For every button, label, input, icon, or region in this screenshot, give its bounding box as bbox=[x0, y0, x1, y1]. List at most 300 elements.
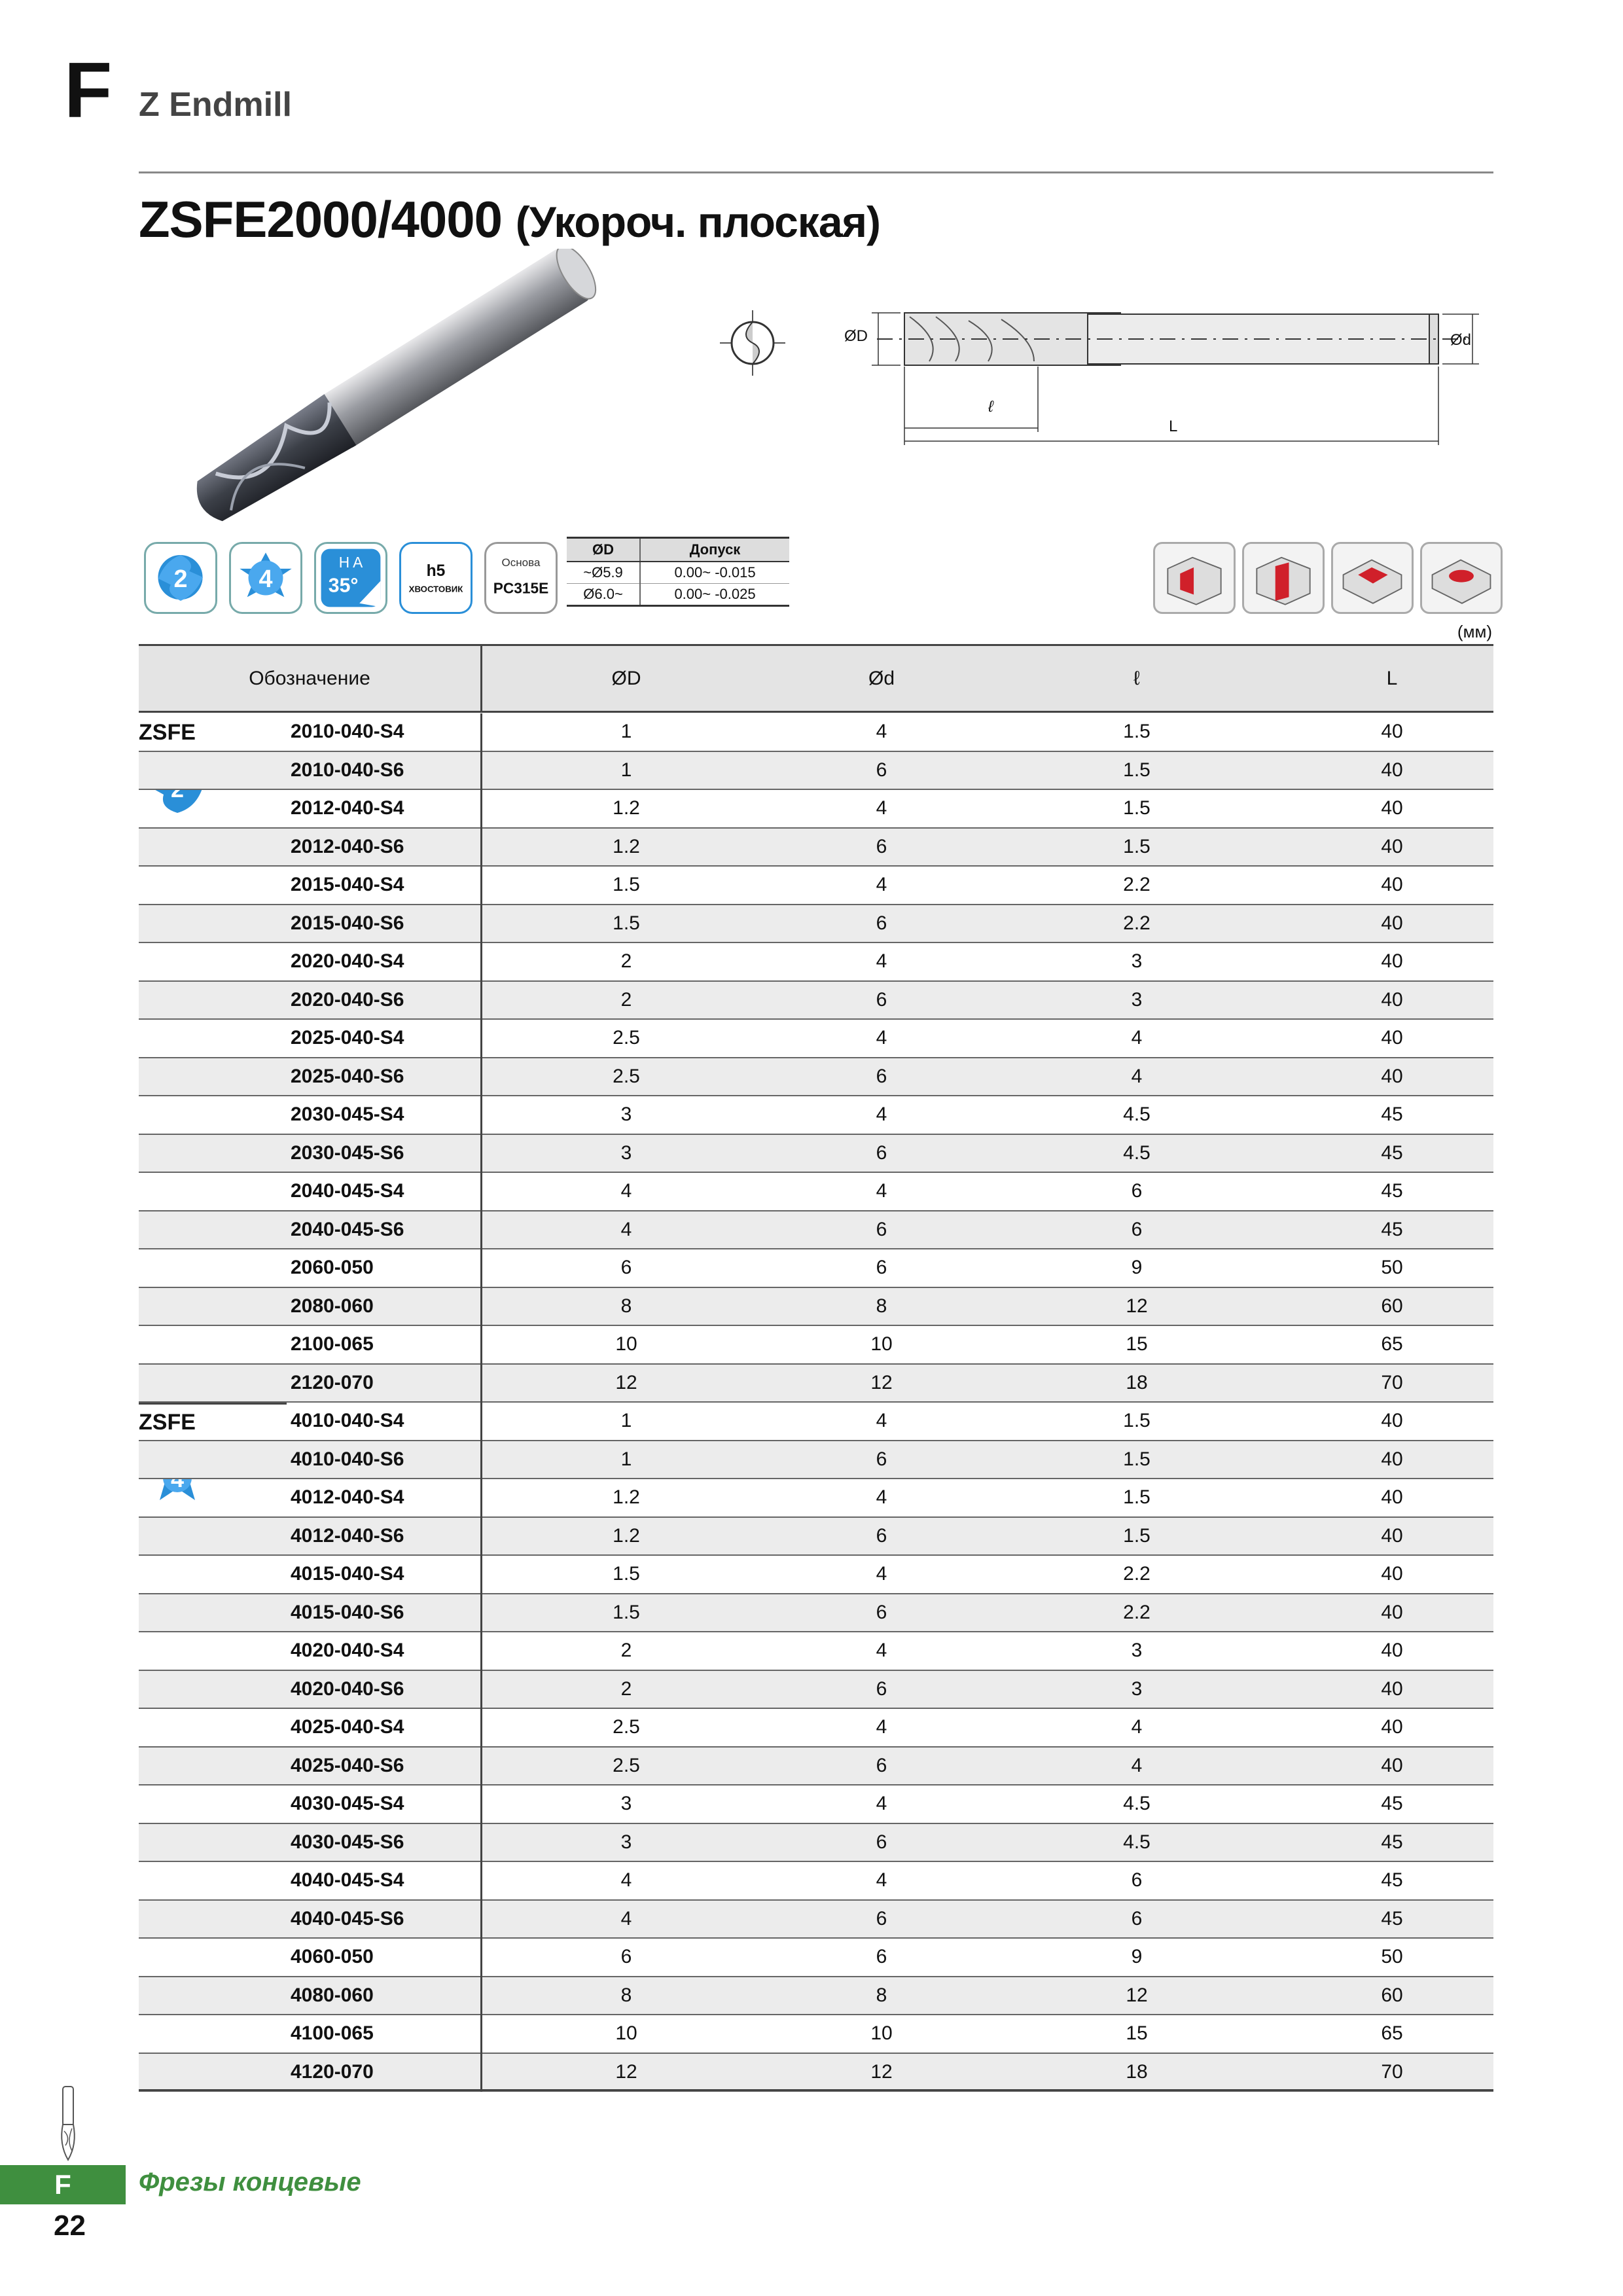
tolerance-cell: ~Ø5.9 bbox=[567, 562, 640, 584]
helix-label: H A bbox=[338, 553, 363, 571]
flute-length-cell: 1.5 bbox=[1123, 1410, 1150, 1431]
D-cell: 3 bbox=[620, 1141, 632, 1164]
designation-cell: 4015-040-S4 bbox=[291, 1563, 404, 1585]
L-cell: 45 bbox=[1381, 1907, 1403, 1929]
helix-angle-value: 35° bbox=[328, 575, 359, 597]
d-cell: 4 bbox=[876, 1869, 887, 1891]
tolerance-table bbox=[567, 537, 789, 607]
column-divider bbox=[480, 1556, 482, 1594]
column-divider bbox=[480, 905, 482, 944]
column-divider bbox=[480, 1173, 482, 1211]
L-cell: 40 bbox=[1381, 1448, 1403, 1470]
column-divider bbox=[480, 1901, 482, 1939]
D-cell: 1 bbox=[620, 721, 632, 742]
designation-cell: 2025-040-S4 bbox=[291, 1027, 404, 1049]
designation-cell: 2015-040-S6 bbox=[291, 912, 404, 934]
flute-length-cell: 12 bbox=[1126, 1984, 1148, 2006]
column-divider bbox=[480, 943, 482, 982]
designation-cell: 2020-040-S6 bbox=[291, 988, 404, 1011]
table-row bbox=[139, 1939, 1493, 1977]
flute-length-cell: 12 bbox=[1126, 1295, 1148, 1317]
tolerance-cell: Ø6.0~ bbox=[567, 584, 640, 606]
endmill-photo bbox=[151, 249, 635, 524]
base-grade: PC315E bbox=[493, 579, 549, 597]
D-cell: 1.5 bbox=[613, 912, 640, 934]
D-cell: 1.5 bbox=[613, 1601, 640, 1623]
flute-length-cell: 15 bbox=[1126, 2022, 1148, 2044]
d-cell: 4 bbox=[876, 1563, 887, 1585]
tolerance-header: Допуск bbox=[640, 538, 789, 562]
designation-cell: 2030-045-S6 bbox=[291, 1141, 404, 1164]
table-row bbox=[139, 1441, 1493, 1480]
shoulder-milling-icon bbox=[1153, 542, 1236, 614]
D-cell: 1.5 bbox=[613, 874, 640, 895]
column-divider bbox=[480, 982, 482, 1020]
flute-length-cell: 1.5 bbox=[1123, 835, 1150, 857]
d-cell: 6 bbox=[876, 1257, 887, 1278]
column-divider bbox=[480, 1058, 482, 1097]
flute-length-cell: 4 bbox=[1131, 1716, 1143, 1738]
L-cell: 60 bbox=[1381, 1984, 1403, 2006]
designation-cell: 4020-040-S6 bbox=[291, 1677, 404, 1700]
designation-cell: 4010-040-S6 bbox=[291, 1448, 404, 1470]
table-row bbox=[139, 1096, 1493, 1135]
d-cell: 6 bbox=[876, 912, 887, 934]
D-cell: 6 bbox=[620, 1257, 632, 1278]
flute-length-cell: 15 bbox=[1126, 1333, 1148, 1355]
header-flute-length: ℓ bbox=[1133, 668, 1140, 689]
d-cell: 6 bbox=[876, 1601, 887, 1623]
D-cell: 12 bbox=[615, 1371, 637, 1393]
L-cell: 40 bbox=[1381, 1601, 1403, 1623]
tolerance-header-row bbox=[567, 538, 789, 562]
flute-length-cell: 1.5 bbox=[1123, 1448, 1150, 1470]
table-row bbox=[139, 1518, 1493, 1556]
L-cell: 50 bbox=[1381, 1257, 1403, 1278]
flute-length-cell: 3 bbox=[1131, 1640, 1143, 1661]
column-divider bbox=[480, 1326, 482, 1365]
designation-cell: 2012-040-S6 bbox=[291, 835, 404, 857]
column-divider bbox=[480, 1403, 482, 1441]
L-cell: 45 bbox=[1381, 1793, 1403, 1814]
flute-length-cell: 1.5 bbox=[1123, 797, 1150, 819]
designation-cell: 2010-040-S6 bbox=[291, 759, 404, 781]
footer-category: Фрезы концевые bbox=[139, 2168, 361, 2197]
header-designation: Обозначение bbox=[249, 668, 370, 689]
L-cell: 40 bbox=[1381, 1524, 1403, 1547]
column-divider bbox=[480, 1135, 482, 1174]
flute-length-cell: 4 bbox=[1131, 1065, 1143, 1087]
column-divider bbox=[480, 1479, 482, 1518]
L-cell: 40 bbox=[1381, 1640, 1403, 1661]
table-row bbox=[139, 943, 1493, 982]
header-D: ØD bbox=[611, 668, 641, 689]
flute-length-cell: 4 bbox=[1131, 1754, 1143, 1776]
D-cell: 2.5 bbox=[613, 1716, 640, 1738]
table-row bbox=[139, 1748, 1493, 1786]
unit-label: (мм) bbox=[1457, 622, 1492, 641]
D-cell: 1.5 bbox=[613, 1563, 640, 1585]
d-cell: 4 bbox=[876, 1410, 887, 1431]
column-divider bbox=[480, 752, 482, 791]
L-cell: 45 bbox=[1381, 1869, 1403, 1891]
L-cell: 40 bbox=[1381, 912, 1403, 934]
L-cell: 40 bbox=[1381, 1486, 1403, 1508]
designation-cell: 4015-040-S6 bbox=[291, 1601, 404, 1623]
D-cell: 1 bbox=[620, 1410, 632, 1431]
column-divider bbox=[480, 1020, 482, 1058]
L-cell: 40 bbox=[1381, 874, 1403, 895]
designation-cell: 4010-040-S4 bbox=[291, 1410, 404, 1431]
table-bottom-rule bbox=[139, 2089, 1493, 2091]
designation-cell: 2010-040-S4 bbox=[291, 721, 404, 742]
d-cell: 4 bbox=[876, 950, 887, 972]
flute-length-cell: 3 bbox=[1131, 988, 1143, 1011]
L-cell: 65 bbox=[1381, 1333, 1403, 1355]
d-cell: 6 bbox=[876, 1524, 887, 1547]
technical-drawing bbox=[838, 301, 1492, 452]
table-row bbox=[139, 1977, 1493, 2016]
D-cell: 12 bbox=[615, 2060, 637, 2083]
d-cell: 6 bbox=[876, 835, 887, 857]
two-flute-icon bbox=[146, 544, 215, 612]
tolerance-cell: 0.00~ -0.015 bbox=[640, 562, 789, 584]
L-cell: 40 bbox=[1381, 1065, 1403, 1087]
d-cell: 6 bbox=[876, 1141, 887, 1164]
flute-length-cell: 6 bbox=[1131, 1869, 1143, 1891]
d-cell: 4 bbox=[876, 874, 887, 895]
d-cell: 6 bbox=[876, 988, 887, 1011]
D-cell: 1.2 bbox=[613, 797, 640, 819]
designation-cell: 2060-050 bbox=[291, 1257, 374, 1278]
column-divider bbox=[480, 1441, 482, 1480]
column-divider bbox=[480, 1096, 482, 1135]
shank-icon bbox=[401, 544, 471, 612]
D-cell: 2.5 bbox=[613, 1754, 640, 1776]
L-cell: 45 bbox=[1381, 1103, 1403, 1125]
L-cell: 40 bbox=[1381, 721, 1403, 742]
d-cell: 6 bbox=[876, 1065, 887, 1087]
column-divider bbox=[480, 1709, 482, 1748]
column-divider bbox=[480, 829, 482, 867]
dim-L-label: L bbox=[1169, 418, 1178, 435]
L-cell: 70 bbox=[1381, 1371, 1403, 1393]
L-cell: 40 bbox=[1381, 1677, 1403, 1700]
D-cell: 4 bbox=[620, 1180, 632, 1202]
flute-length-cell: 4.5 bbox=[1123, 1141, 1150, 1164]
helix-badge bbox=[314, 542, 387, 614]
L-cell: 70 bbox=[1381, 2060, 1403, 2083]
designation-cell: 4080-060 bbox=[291, 1984, 374, 2006]
column-divider bbox=[480, 1977, 482, 2016]
L-cell: 40 bbox=[1381, 1410, 1403, 1431]
L-cell: 45 bbox=[1381, 1180, 1403, 1202]
d-cell: 6 bbox=[876, 1218, 887, 1240]
table-row bbox=[139, 1135, 1493, 1174]
d-cell: 6 bbox=[876, 1946, 887, 1967]
designation-cell: 4025-040-S4 bbox=[291, 1716, 404, 1738]
d-cell: 4 bbox=[876, 1027, 887, 1049]
table-row bbox=[139, 1862, 1493, 1901]
D-cell: 3 bbox=[620, 1793, 632, 1814]
dim-flute-label: ℓ bbox=[988, 398, 993, 416]
D-cell: 1 bbox=[620, 759, 632, 781]
designation-cell: 2040-045-S4 bbox=[291, 1180, 404, 1202]
d-cell: 8 bbox=[876, 1984, 887, 2006]
table-row bbox=[139, 982, 1493, 1020]
d-cell: 4 bbox=[876, 1640, 887, 1661]
column-divider bbox=[480, 790, 482, 829]
flute-length-cell: 3 bbox=[1131, 1677, 1143, 1700]
D-cell: 10 bbox=[615, 2022, 637, 2044]
d-cell: 6 bbox=[876, 1448, 887, 1470]
two-flute-badge bbox=[144, 542, 217, 614]
drawing-lines bbox=[838, 301, 1492, 452]
L-cell: 40 bbox=[1381, 1027, 1403, 1049]
page-title bbox=[139, 190, 880, 249]
grade-icon bbox=[486, 544, 556, 612]
d-cell: 4 bbox=[876, 1180, 887, 1202]
column-divider bbox=[480, 1748, 482, 1786]
four-flute-icon bbox=[231, 544, 300, 612]
designation-cell: 2025-040-S6 bbox=[291, 1065, 404, 1087]
L-cell: 45 bbox=[1381, 1218, 1403, 1240]
table-row bbox=[139, 1365, 1493, 1403]
tolerance-row bbox=[567, 584, 789, 606]
D-cell: 8 bbox=[620, 1984, 632, 2006]
column-divider bbox=[480, 713, 482, 752]
flute-length-cell: 4 bbox=[1131, 1027, 1143, 1049]
designation-cell: 4025-040-S6 bbox=[291, 1754, 404, 1776]
table-row bbox=[139, 1785, 1493, 1824]
column-divider bbox=[480, 1211, 482, 1250]
D-cell: 1.2 bbox=[613, 1524, 640, 1547]
flute-length-cell: 4.5 bbox=[1123, 1793, 1150, 1814]
table-header bbox=[139, 646, 1493, 713]
L-cell: 40 bbox=[1381, 950, 1403, 972]
table-row bbox=[139, 752, 1493, 791]
column-divider bbox=[480, 1671, 482, 1710]
flute-length-cell: 4.5 bbox=[1123, 1103, 1150, 1125]
flute-length-cell: 1.5 bbox=[1123, 1486, 1150, 1508]
designation-cell: 2040-045-S6 bbox=[291, 1218, 404, 1240]
flute-length-cell: 2.2 bbox=[1123, 1563, 1150, 1585]
D-cell: 2 bbox=[620, 988, 632, 1011]
d-cell: 8 bbox=[876, 1295, 887, 1317]
designation-cell: 2012-040-S4 bbox=[291, 797, 404, 819]
group-label: ZSFE bbox=[139, 1410, 196, 1435]
table-row bbox=[139, 1249, 1493, 1288]
flute-length-cell: 2.2 bbox=[1123, 912, 1150, 934]
table-row bbox=[139, 713, 1493, 752]
designation-cell: 4040-045-S6 bbox=[291, 1907, 404, 1929]
table-row bbox=[139, 1326, 1493, 1365]
flute-length-cell: 2.2 bbox=[1123, 874, 1150, 895]
D-cell: 4 bbox=[620, 1907, 632, 1929]
d-cell: 12 bbox=[870, 1371, 893, 1393]
D-cell: 2 bbox=[620, 950, 632, 972]
flute-length-cell: 9 bbox=[1131, 1946, 1143, 1967]
tolerance-cell: 0.00~ -0.025 bbox=[640, 584, 789, 606]
d-cell: 4 bbox=[876, 721, 887, 742]
d-cell: 4 bbox=[876, 1486, 887, 1508]
column-divider bbox=[480, 1939, 482, 1977]
D-cell: 1.2 bbox=[613, 835, 640, 857]
column-divider bbox=[480, 2015, 482, 2054]
group-label: ZSFE bbox=[139, 720, 196, 745]
base-label: Основа bbox=[501, 556, 541, 569]
table-row bbox=[139, 1288, 1493, 1327]
L-cell: 45 bbox=[1381, 1141, 1403, 1164]
flute-length-cell: 1.5 bbox=[1123, 759, 1150, 781]
designation-cell: 4120-070 bbox=[291, 2060, 374, 2083]
shank-tolerance: h5 bbox=[426, 562, 446, 581]
D-cell: 2 bbox=[620, 1640, 632, 1661]
helix-angle-icon bbox=[316, 544, 385, 612]
D-cell: 1 bbox=[620, 1448, 632, 1470]
flute-length-cell: 18 bbox=[1126, 2060, 1148, 2083]
designation-cell: 2030-045-S4 bbox=[291, 1103, 404, 1125]
column-divider bbox=[480, 1288, 482, 1327]
designation-cell: 2020-040-S4 bbox=[291, 950, 404, 972]
flute-length-cell: 18 bbox=[1126, 1371, 1148, 1393]
d-cell: 4 bbox=[876, 797, 887, 819]
header-d: Ød bbox=[868, 668, 895, 689]
designation-cell: 4030-045-S4 bbox=[291, 1793, 404, 1814]
table-row bbox=[139, 1709, 1493, 1748]
L-cell: 40 bbox=[1381, 1563, 1403, 1585]
section-letter: F bbox=[64, 46, 113, 134]
D-cell: 4 bbox=[620, 1869, 632, 1891]
D-cell: 3 bbox=[620, 1831, 632, 1853]
designation-cell: 4040-045-S4 bbox=[291, 1869, 404, 1891]
d-cell: 6 bbox=[876, 1831, 887, 1853]
D-cell: 6 bbox=[620, 1946, 632, 1967]
designation-cell: 2100-065 bbox=[291, 1333, 374, 1355]
page-number: 22 bbox=[54, 2210, 86, 2242]
L-cell: 40 bbox=[1381, 988, 1403, 1011]
column-divider bbox=[480, 1518, 482, 1556]
title-sub: (Укороч. плоская) bbox=[515, 198, 881, 246]
table-row bbox=[139, 1173, 1493, 1211]
flute-length-cell: 6 bbox=[1131, 1218, 1143, 1240]
flute-length-cell: 6 bbox=[1131, 1907, 1143, 1929]
table-row bbox=[139, 905, 1493, 944]
flute-length-cell: 2.2 bbox=[1123, 1601, 1150, 1623]
d-cell: 4 bbox=[876, 1103, 887, 1125]
pocketing-icon bbox=[1331, 542, 1414, 614]
endmill-footer-icon bbox=[55, 2085, 81, 2161]
table-row bbox=[139, 1632, 1493, 1671]
four-flute-number: 4 bbox=[259, 565, 273, 594]
D-cell: 2 bbox=[620, 1677, 632, 1700]
L-cell: 65 bbox=[1381, 2022, 1403, 2044]
table-row bbox=[139, 1824, 1493, 1863]
shank-word: ХВОСТОВИК bbox=[408, 584, 463, 594]
L-cell: 40 bbox=[1381, 1754, 1403, 1776]
d-cell: 6 bbox=[876, 1907, 887, 1929]
designation-cell: 2015-040-S4 bbox=[291, 874, 404, 895]
header-divider bbox=[480, 646, 482, 713]
column-divider bbox=[480, 1862, 482, 1901]
D-cell: 2.5 bbox=[613, 1065, 640, 1087]
flute-length-cell: 3 bbox=[1131, 950, 1143, 972]
d-cell: 4 bbox=[876, 1716, 887, 1738]
table-row bbox=[139, 829, 1493, 867]
flute-length-cell: 1.5 bbox=[1123, 1524, 1150, 1547]
title-main: ZSFE2000/4000 bbox=[139, 190, 503, 248]
end-view-icon bbox=[720, 310, 785, 376]
D-cell: 3 bbox=[620, 1103, 632, 1125]
column-divider bbox=[480, 867, 482, 905]
column-divider bbox=[480, 1785, 482, 1824]
L-cell: 60 bbox=[1381, 1295, 1403, 1317]
d-cell: 12 bbox=[870, 2060, 893, 2083]
column-divider bbox=[480, 1249, 482, 1288]
two-flute-number: 2 bbox=[173, 565, 188, 594]
designation-cell: 4012-040-S6 bbox=[291, 1524, 404, 1547]
section-tab: F bbox=[0, 2165, 126, 2204]
tolerance-row bbox=[567, 562, 789, 584]
divider bbox=[139, 171, 1493, 173]
four-flute-badge bbox=[229, 542, 302, 614]
table-row bbox=[139, 790, 1493, 829]
flute-length-cell: 9 bbox=[1131, 1257, 1143, 1278]
table-row bbox=[139, 1594, 1493, 1633]
D-cell: 4 bbox=[620, 1218, 632, 1240]
table-row bbox=[139, 1020, 1493, 1058]
L-cell: 50 bbox=[1381, 1946, 1403, 1967]
designation-cell: 4012-040-S4 bbox=[291, 1486, 404, 1508]
d-cell: 6 bbox=[876, 1677, 887, 1700]
base-grade-badge bbox=[484, 542, 558, 614]
column-divider bbox=[480, 1824, 482, 1863]
d-cell: 10 bbox=[870, 2022, 893, 2044]
drilling-icon bbox=[1420, 542, 1503, 614]
L-cell: 40 bbox=[1381, 797, 1403, 819]
L-cell: 40 bbox=[1381, 759, 1403, 781]
designation-cell: 4020-040-S4 bbox=[291, 1640, 404, 1661]
table-row bbox=[139, 1671, 1493, 1710]
table-row bbox=[139, 1211, 1493, 1250]
table-row bbox=[139, 1556, 1493, 1594]
designation-cell: 4100-065 bbox=[291, 2022, 374, 2044]
tolerance-header: ØD bbox=[567, 538, 640, 562]
D-cell: 1.2 bbox=[613, 1486, 640, 1508]
D-cell: 10 bbox=[615, 1333, 637, 1355]
designation-cell: 4030-045-S6 bbox=[291, 1831, 404, 1853]
table-row bbox=[139, 867, 1493, 905]
L-cell: 45 bbox=[1381, 1831, 1403, 1853]
d-cell: 10 bbox=[870, 1333, 893, 1355]
flute-length-cell: 6 bbox=[1131, 1180, 1143, 1202]
header-L: L bbox=[1386, 668, 1398, 689]
table-row bbox=[139, 1901, 1493, 1939]
d-cell: 4 bbox=[876, 1793, 887, 1814]
slotting-icon bbox=[1242, 542, 1325, 614]
designation-cell: 2120-070 bbox=[291, 1371, 374, 1393]
flute-length-cell: 1.5 bbox=[1123, 721, 1150, 742]
column-divider bbox=[480, 1365, 482, 1403]
d-cell: 6 bbox=[876, 1754, 887, 1776]
column-divider bbox=[480, 1594, 482, 1633]
shank-tolerance-badge bbox=[399, 542, 473, 614]
designation-cell: 2080-060 bbox=[291, 1295, 374, 1317]
table-row bbox=[139, 1058, 1493, 1097]
designation-cell: 4060-050 bbox=[291, 1946, 374, 1967]
column-divider bbox=[480, 1632, 482, 1671]
d-cell: 6 bbox=[876, 759, 887, 781]
